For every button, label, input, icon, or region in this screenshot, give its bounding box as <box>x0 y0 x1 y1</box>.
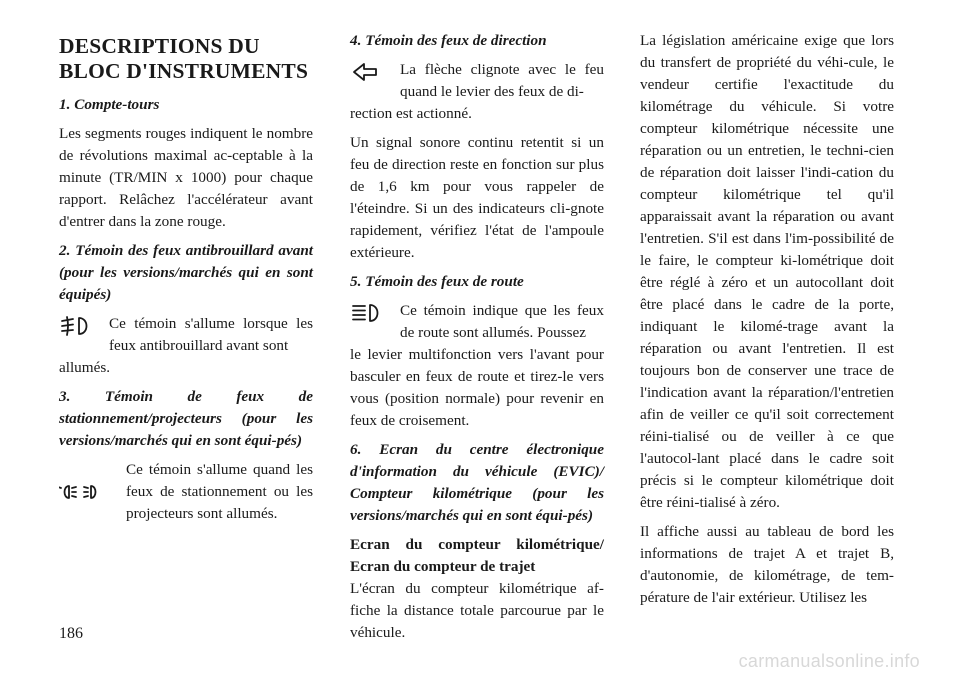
odometer-legislation-text: La législation américaine exige que lors du transfert de propriété du véhi-cule, le vendeur certifie l'exactitude du kilométrage du véhicule. Si votre compteur kilométrique nécessite une réparation ou un entretien, le techni-cien de réparation doit laisser l'indi-cation du compteur kilométrique tel qu'il apparaissait avant la réparation ou avant l'entretien. S'il est dans l'im-possibilité de le faire, le compteur ki-lométrique doit être réglé à zéro et un autocollant doit être placé dans le cadre de la porte, indiquant le kilomé-trage avant la réparation ou avant l'entretien. Il est toujours bon de conserver une trace de l'indication avant la réparation/l'entretien afin de veiller ce qu'il soit correctement réini-tialisé ou de veiller à ce que l'autocol-lant placé dans le cadre soit précis si le compteur kilométrique doit être réini-tialisé à zéro. <box>640 32 894 511</box>
column-1 <box>59 30 313 532</box>
section-heading-parking-lights: 3. Témoin de feux de stationnement/projecteurs (pour les versions/marchés qui en sont équi-pés) <box>59 388 313 449</box>
front-fog-light-icon <box>59 315 93 337</box>
tachometer-text: Les segments rouges indiquent le nombre de révolutions maximal ac-ceptable à la minute (TR/MIN x 1000) pour chaque rapport. Relâchez l'accélérateur avant d'entrer dans la zone rouge. <box>59 125 313 230</box>
title-line-2: BLOC D'INSTRUMENTS <box>59 59 309 83</box>
title-line-1: DESCRIPTIONS DU <box>59 34 260 58</box>
dashboard-info-text: Il affiche aussi au tableau de bord les informations de trajet A et trajet B, d'autonomie, de kilométrage, de tem-pérature de l'air extérieur. Utilisez les <box>640 523 894 606</box>
page-title <box>59 34 313 84</box>
section-heading-tachometer: 1. Compte-tours <box>59 96 160 113</box>
high-beam-text-a: Ce témoin indique que les feux de route sont allumés. Poussez <box>400 302 604 341</box>
fog-light-text-b: allumés. <box>59 359 111 376</box>
odometer-subheading: Ecran du compteur kilométrique/ Ecran du compteur de trajet <box>350 536 604 575</box>
turn-signal-text-a: La flèche clignote avec le feu quand le levier des feux de di- <box>400 61 604 100</box>
parking-light-text: Ce témoin s'allume quand les feux de stationnement ou les projecteurs sont allumés. <box>126 461 313 522</box>
high-beam-indicator-row <box>350 300 604 344</box>
parking-lights-icon <box>59 481 103 503</box>
fog-light-text-a: Ce témoin s'allume lorsque les feux antibrouillard avant sont <box>109 315 313 354</box>
section-heading-turn-signals: 4. Témoin des feux de direction <box>350 32 547 49</box>
column-2 <box>350 30 604 651</box>
watermark: carmanualsonline.info <box>738 651 920 671</box>
column-3 <box>640 30 894 616</box>
turn-signal-indicator-row <box>350 59 604 103</box>
section-heading-evic: 6. Ecran du centre électronique d'information du véhicule (EVIC)/ Compteur kilométrique (pour les versions/marchés qui en sont équi-pés) <box>350 441 604 524</box>
section-heading-fog-lights: 2. Témoin des feux antibrouillard avant (pour les versions/marchés qui en sont équipés) <box>59 242 313 303</box>
turn-signal-text-c: Un signal sonore continu retentit si un feu de direction reste en fonction sur plus de 1,6 km pour vous rappeler de l'éteindre. Si un des indicateurs cli-gnote rapidement, vérifiez l'état de l'ampoule extérieure. <box>350 134 604 261</box>
section-heading-high-beam: 5. Témoin des feux de route <box>350 273 524 290</box>
page-number: 186 <box>59 625 83 642</box>
parking-light-indicator-row <box>59 459 313 525</box>
turn-signal-text-b: rection est actionné. <box>350 105 472 122</box>
turn-signal-arrow-icon <box>350 61 380 83</box>
high-beam-text-b: le levier multifonction vers l'avant pour basculer en feux de route et tirez-le vers vous (position normale) pour revenir en feux de croisement. <box>350 346 604 429</box>
fog-light-indicator-row <box>59 313 313 357</box>
odometer-text: L'écran du compteur kilométrique af-fiche la distance totale parcourue par le véhicule. <box>350 580 604 641</box>
high-beam-icon <box>350 302 384 324</box>
